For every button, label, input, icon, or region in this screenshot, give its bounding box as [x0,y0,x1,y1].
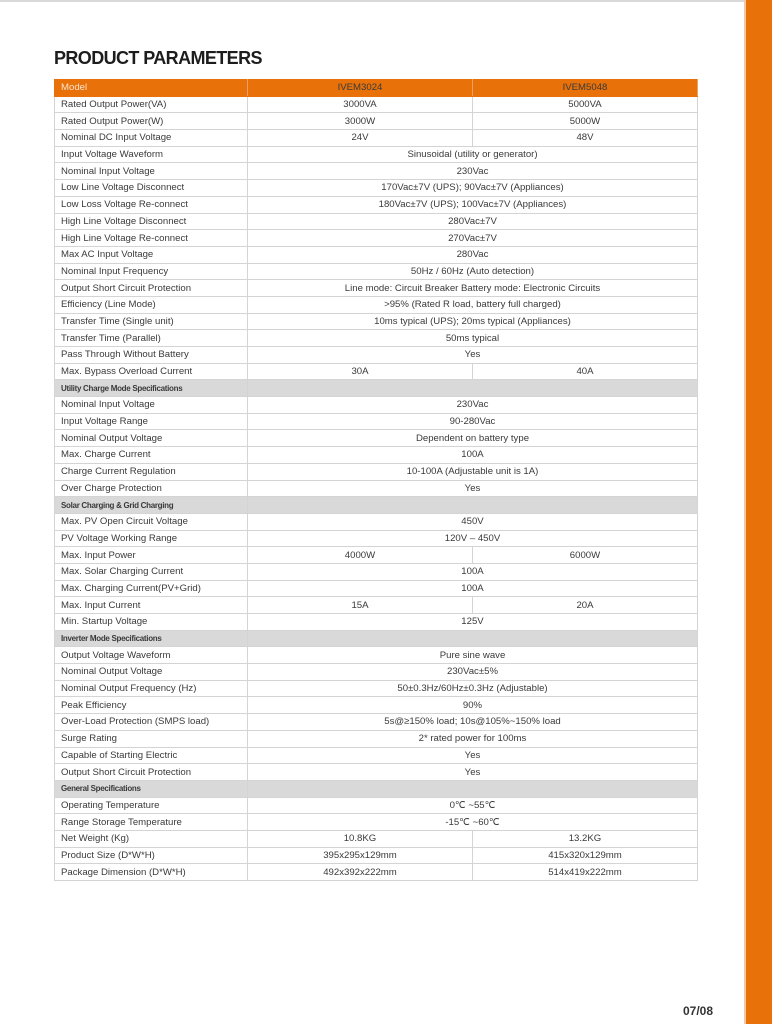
row-value-shared: 100A [248,447,698,464]
header-model-2: IVEM5048 [473,80,698,97]
section-filler [248,380,698,397]
row-label: Net Weight (Kg) [55,830,248,847]
row-label: Rated Output Power(VA) [55,96,248,113]
row-label: Max. Input Current [55,597,248,614]
row-value-model-2: 20A [473,597,698,614]
table-row [55,263,698,280]
table-row [55,797,698,814]
row-value-shared: 230Vac [248,397,698,414]
row-label: Package Dimension (D*W*H) [55,864,248,881]
row-value-model-1: 492x392x222mm [248,864,473,881]
table-row [55,864,698,881]
row-label: Low Line Voltage Disconnect [55,180,248,197]
row-label: Product Size (D*W*H) [55,847,248,864]
table-row [55,113,698,130]
table-row [55,847,698,864]
table-row [55,213,698,230]
row-label: Nominal Input Frequency [55,263,248,280]
table-row [55,714,698,731]
table-row [55,246,698,263]
row-value-shared: 280Vac±7V [248,213,698,230]
table-row [55,563,698,580]
row-value-model-2: 514x419x222mm [473,864,698,881]
table-row [55,580,698,597]
row-label: Low Loss Voltage Re-connect [55,196,248,213]
row-value-model-1: 3000VA [248,96,473,113]
orange-side-bar [746,0,772,1024]
row-value-shared: 120V – 450V [248,530,698,547]
table-row [55,163,698,180]
row-label: Max. Bypass Overload Current [55,363,248,380]
row-label: Efficiency (Line Mode) [55,296,248,313]
row-value-model-1: 395x295x129mm [248,847,473,864]
section-filler [248,497,698,514]
row-label: Transfer Time (Single unit) [55,313,248,330]
page-title: PRODUCT PARAMETERS [54,48,262,68]
table-row [55,614,698,631]
section-header-row [55,380,698,397]
row-label: Max. Input Power [55,547,248,564]
table-row [55,480,698,497]
row-value-model-1: 30A [248,363,473,380]
table-header-row [55,80,698,97]
row-label: Over-Load Protection (SMPS load) [55,714,248,731]
row-value-model-2: 48V [473,130,698,147]
row-label: Surge Rating [55,730,248,747]
table-row [55,230,698,247]
row-label: Input Voltage Waveform [55,146,248,163]
row-label: Nominal Output Voltage [55,664,248,681]
table-row [55,397,698,414]
row-label: Operating Temperature [55,797,248,814]
table-row [55,680,698,697]
row-value-model-2: 6000W [473,547,698,564]
table-row [55,96,698,113]
table-row [55,347,698,364]
page-number: 07/08 [683,1004,714,1018]
row-value-shared: 230Vac [248,163,698,180]
table-row [55,830,698,847]
section-header-row [55,630,698,647]
row-value-shared: 180Vac±7V (UPS); 100Vac±7V (Appliances) [248,196,698,213]
row-value-model-1: 15A [248,597,473,614]
row-label: Min. Startup Voltage [55,614,248,631]
row-value-shared: -15℃ ~60℃ [248,814,698,831]
row-label: Max AC Input Voltage [55,246,248,263]
row-value-shared: Yes [248,764,698,781]
table-row [55,196,698,213]
table-row [55,313,698,330]
table-row [55,647,698,664]
header-model-label: Model [55,80,248,97]
section-filler [248,630,698,647]
section-filler [248,780,698,797]
row-value-shared: Sinusoidal (utility or generator) [248,146,698,163]
table-row [55,747,698,764]
table-row [55,280,698,297]
row-label: Max. Charge Current [55,447,248,464]
row-label: Capable of Starting Electric [55,747,248,764]
section-title: Inverter Mode Specifications [55,630,248,647]
row-value-model-2: 5000W [473,113,698,130]
row-value-shared: 5s@≥150% load; 10s@105%~150% load [248,714,698,731]
header-model-1: IVEM3024 [248,80,473,97]
table-row [55,697,698,714]
top-divider [0,0,746,2]
table-row [55,363,698,380]
table-row [55,463,698,480]
row-value-model-1: 10.8KG [248,830,473,847]
row-value-shared: 90-280Vac [248,413,698,430]
row-value-shared: 50Hz / 60Hz (Auto detection) [248,263,698,280]
row-value-shared: 270Vac±7V [248,230,698,247]
table-row [55,814,698,831]
row-value-model-1: 4000W [248,547,473,564]
row-label: Pass Through Without Battery [55,347,248,364]
row-value-shared: 90% [248,697,698,714]
table-row [55,130,698,147]
row-value-model-1: 3000W [248,113,473,130]
row-label: Range Storage Temperature [55,814,248,831]
row-label: Nominal Input Voltage [55,163,248,180]
row-label: Max. Charging Current(PV+Grid) [55,580,248,597]
table-row [55,330,698,347]
row-value-shared: 125V [248,614,698,631]
table-row [55,730,698,747]
row-value-model-2: 5000VA [473,96,698,113]
row-value-shared: 50ms typical [248,330,698,347]
table-row [55,430,698,447]
row-value-shared: 10ms typical (UPS); 20ms typical (Appliances) [248,313,698,330]
row-value-shared: 10-100A (Adjustable unit is 1A) [248,463,698,480]
section-title: General Specifications [55,780,248,797]
row-label: Charge Current Regulation [55,463,248,480]
table-row [55,447,698,464]
section-title: Solar Charging & Grid Charging [55,497,248,514]
product-parameters-table [54,79,698,881]
row-label: Over Charge Protection [55,480,248,497]
row-value-model-2: 40A [473,363,698,380]
table-row [55,547,698,564]
row-label: Nominal Output Voltage [55,430,248,447]
row-label: PV Voltage Working Range [55,530,248,547]
table-row [55,664,698,681]
table-row [55,180,698,197]
table-row [55,764,698,781]
row-label: Output Voltage Waveform [55,647,248,664]
row-value-shared: 170Vac±7V (UPS); 90Vac±7V (Appliances) [248,180,698,197]
table-row [55,597,698,614]
section-header-row [55,780,698,797]
row-value-shared: 0℃ ~55℃ [248,797,698,814]
table-row [55,530,698,547]
row-value-shared: Dependent on battery type [248,430,698,447]
row-value-shared: Pure sine wave [248,647,698,664]
row-value-shared: Yes [248,747,698,764]
row-label: Nominal Input Voltage [55,397,248,414]
row-label: High Line Voltage Disconnect [55,213,248,230]
row-label: Nominal DC Input Voltage [55,130,248,147]
row-label: High Line Voltage Re-connect [55,230,248,247]
table-row [55,296,698,313]
row-value-model-2: 13.2KG [473,830,698,847]
row-label: Input Voltage Range [55,413,248,430]
row-value-shared: 100A [248,580,698,597]
row-value-shared: 230Vac±5% [248,664,698,681]
row-label: Rated Output Power(W) [55,113,248,130]
row-value-shared: 450V [248,513,698,530]
table-row [55,413,698,430]
section-header-row [55,497,698,514]
row-value-shared: 2* rated power for 100ms [248,730,698,747]
row-value-shared: 100A [248,563,698,580]
row-label: Nominal Output Frequency (Hz) [55,680,248,697]
row-value-shared: >95% (Rated R load, battery full charged) [248,296,698,313]
row-value-model-2: 415x320x129mm [473,847,698,864]
table-row [55,146,698,163]
row-value-shared: Yes [248,347,698,364]
table-row [55,513,698,530]
row-value-shared: Yes [248,480,698,497]
row-label: Max. Solar Charging Current [55,563,248,580]
row-value-shared: Line mode: Circuit Breaker Battery mode: Electronic Circuits [248,280,698,297]
row-label: Output Short Circuit Protection [55,764,248,781]
row-label: Output Short Circuit Protection [55,280,248,297]
section-title: Utility Charge Mode Specifications [55,380,248,397]
row-label: Transfer Time (Parallel) [55,330,248,347]
row-value-shared: 280Vac [248,246,698,263]
row-value-model-1: 24V [248,130,473,147]
row-value-shared: 50±0.3Hz/60Hz±0.3Hz (Adjustable) [248,680,698,697]
row-label: Max. PV Open Circuit Voltage [55,513,248,530]
row-label: Peak Efficiency [55,697,248,714]
